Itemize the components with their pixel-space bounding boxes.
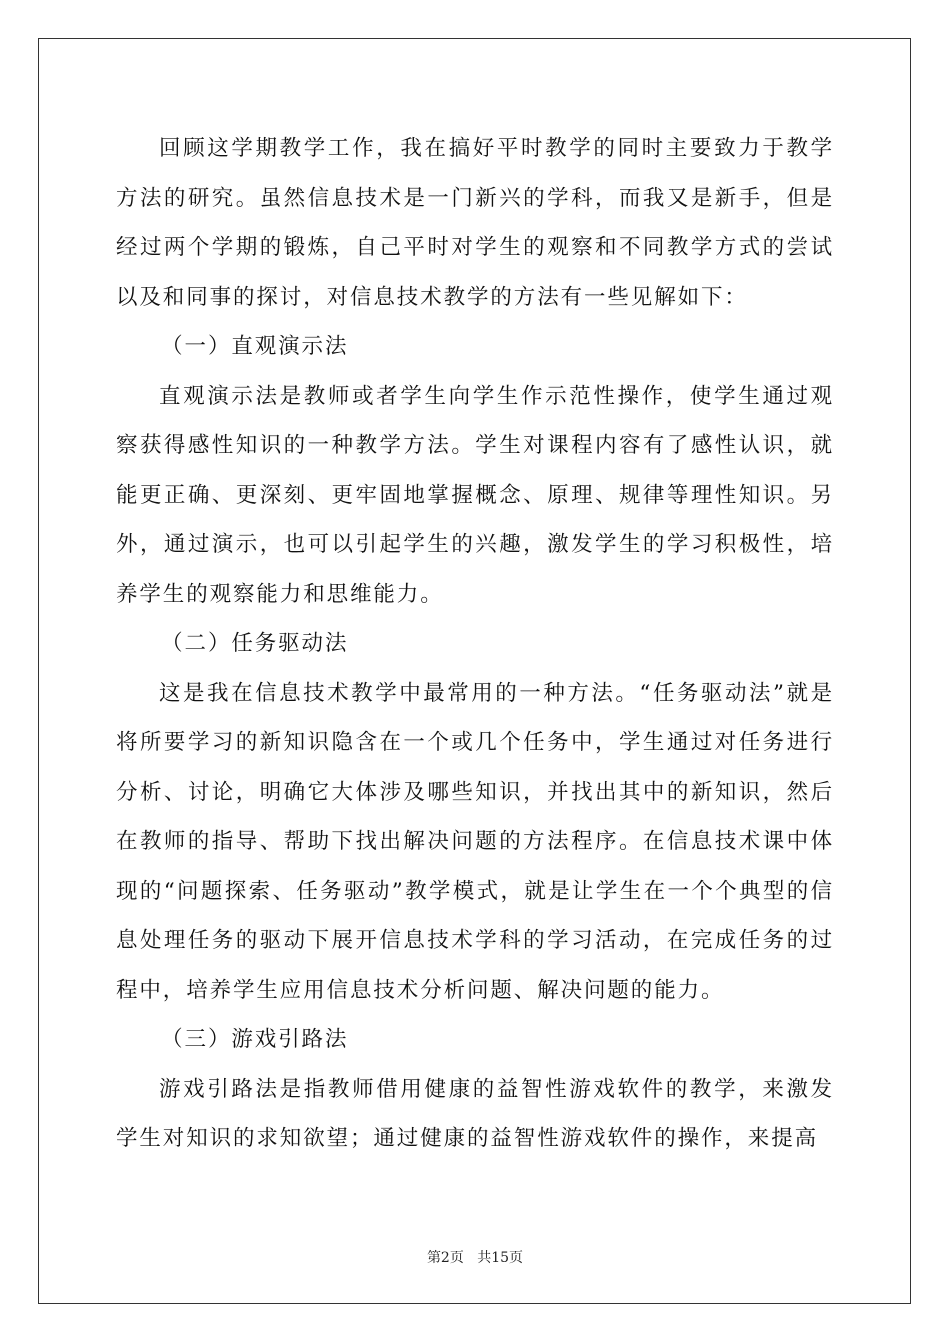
intro-paragraph: 回顾这学期教学工作，我在搞好平时教学的同时主要致力于教学方法的研究。虽然信息技术是一门新兴的学科，而我又是新手，但是经过两个学期的锻炼，自己平时对学生的观察和不同教学方式的尝试以及和同事的探讨，对信息技术教学的方法有一些见解如下： <box>116 136 834 310</box>
section-heading-1: （一）直观演示法 <box>161 334 349 359</box>
document-body <box>116 124 834 1164</box>
page-footer <box>0 1247 950 1267</box>
page-total: 共15页 <box>477 1250 524 1266</box>
section-heading-2: （二）任务驱动法 <box>161 631 349 656</box>
section-paragraph-2: 这是我在信息技术教学中最常用的一种方法。“任务驱动法”就是将所要学习的新知识隐含在一个或几个任务中，学生通过对任务进行分析、讨论，明确它大体涉及哪些知识，并找出其中的新知识，然后在教师的指导、帮助下找出解决问题的方法程序。在信息技术课中体现的“问题探索、任务驱动”教学模式，就是让学生在一个个典型的信息处理任务的驱动下展开信息技术学科的学习活动，在完成任务的过程中，培养学生应用信息技术分析问题、解决问题的能力。 <box>116 680 834 1003</box>
section-heading-3: （三）游戏引路法 <box>161 1027 349 1052</box>
page-number: 第2页 <box>426 1250 464 1266</box>
section-paragraph-1: 直观演示法是教师或者学生向学生作示范性操作，使学生通过观察获得感性知识的一种教学方法。学生对课程内容有了感性认识，就能更正确、更深刻、更牢固地掌握概念、原理、规律等理性知识。另外，通过演示，也可以引起学生的兴趣，激发学生的学习积极性，培养学生的观察能力和思维能力。 <box>116 383 834 607</box>
section-paragraph-3: 游戏引路法是指教师借用健康的益智性游戏软件的教学，来激发学生对知识的求知欲望；通过健康的益智性游戏软件的操作，来提高 <box>116 1076 834 1151</box>
